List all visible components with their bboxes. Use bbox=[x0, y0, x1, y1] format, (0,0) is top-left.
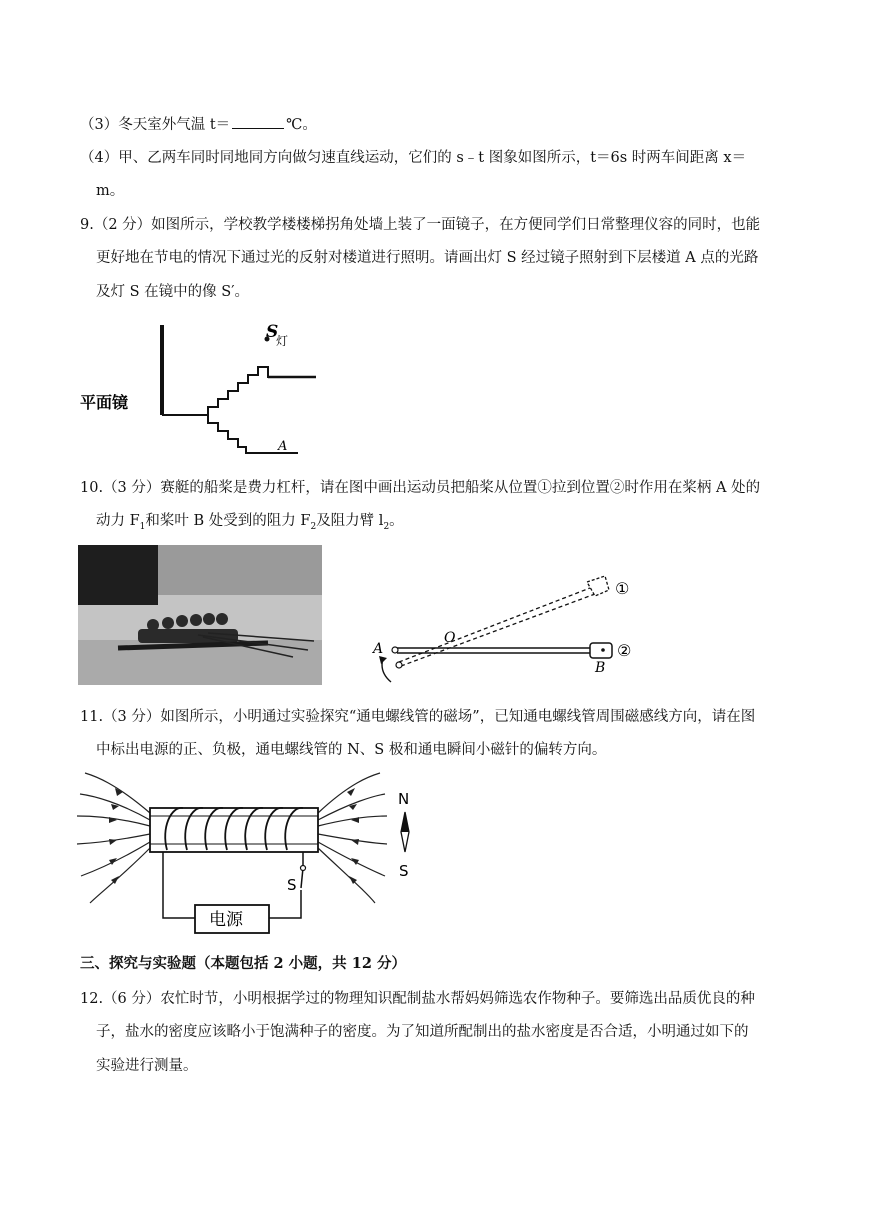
q8-4-line1: （4）甲、乙两车同时同地同方向做匀速直线运动，它们的 s﹣t 图象如图所示，t＝6s 时两车间距离 x＝ bbox=[80, 150, 747, 166]
q12-line3: 实验进行测量。 bbox=[96, 1058, 198, 1074]
q12-line1: 12.（6 分）农忙时节，小明根据学过的物理知识配制盐水帮妈妈筛选农作物种子。要筛选出品质优良的种 bbox=[80, 991, 755, 1007]
q10-line2-d: 。 bbox=[389, 513, 404, 529]
q8-4-line2: m。 bbox=[96, 183, 125, 199]
q10-label-pos2: ② bbox=[617, 641, 632, 660]
q10-sub3: 2 bbox=[383, 521, 390, 532]
q10-sub1: 1 bbox=[139, 521, 146, 532]
q9-mirror-label: 平面镜 bbox=[80, 393, 129, 412]
q10-line2-b: 和桨叶 B 处受到的阻力 F bbox=[145, 513, 311, 529]
q11-line1: 11.（3 分）如图所示，小明通过实验探究“通电螺线管的磁场”，已知通电螺线管周围磁感线方向，请在图 bbox=[80, 709, 756, 725]
q9-line1: 9.（2 分）如图所示，学校教学楼楼梯拐角处墙上装了一面镜子，在方便同学们日常整理仪容的同时，也能 bbox=[80, 217, 761, 233]
q9-figure bbox=[78, 315, 338, 465]
q10-line2-c: 及阻力臂 l bbox=[316, 513, 384, 529]
q10-oar-position1 bbox=[399, 588, 590, 662]
q11-solenoid-core bbox=[150, 808, 318, 852]
q11-solenoid-figure bbox=[75, 768, 425, 943]
q9-line2: 更好地在节电的情况下通过光的反射对楼道进行照明。请画出灯 S 经过镜子照射到下层楼道 A 点的光路 bbox=[96, 250, 759, 266]
section3-heading: 三、探究与实验题（本题包括 2 小题，共 12 分） bbox=[80, 955, 406, 972]
q9-lamp-s: S bbox=[266, 322, 279, 342]
q10-blade-position2 bbox=[590, 643, 612, 658]
q9-line3: 及灯 S 在镜中的像 S′。 bbox=[96, 284, 249, 300]
q10-line1: 10.（3 分）赛艇的船桨是费力杠杆，请在图中画出运动员把船桨从位置①拉到位置②时作用在桨柄 A 处的 bbox=[80, 480, 761, 496]
q10-label-b: B bbox=[595, 660, 606, 676]
q10-sub2: 2 bbox=[310, 521, 317, 532]
q10-oar-diagram bbox=[365, 570, 640, 690]
q11-line2: 中标出电源的正、负极，通电螺线管的 N、S 极和通电瞬间小磁针的偏转方向。 bbox=[96, 742, 607, 758]
q8-3-text-after: ℃。 bbox=[286, 117, 317, 133]
q8-3-answer-blank[interactable] bbox=[232, 114, 284, 129]
q10-label-a: A bbox=[373, 641, 384, 657]
q10-line2 bbox=[96, 511, 404, 537]
q11-power-label: 电源 bbox=[209, 910, 243, 930]
q8-3-line bbox=[80, 114, 317, 135]
q12-line2: 子，盐水的密度应该略小于饱满种子的密度。为了知道所配制出的盐水密度是否合适，小明通过如下的 bbox=[96, 1024, 749, 1040]
q10-label-o: O bbox=[444, 630, 456, 646]
q11-needle-n: N bbox=[398, 790, 410, 808]
q11-switch-label: S bbox=[287, 876, 297, 894]
q9-point-a: A bbox=[278, 439, 288, 454]
q10-blade-position1 bbox=[587, 576, 609, 596]
q8-3-text-before: （3）冬天室外气温 t＝ bbox=[80, 117, 231, 133]
q11-wire-left bbox=[163, 852, 195, 918]
q10-line2-a: 动力 F bbox=[96, 513, 140, 529]
q10-rowing-photo bbox=[78, 545, 322, 685]
q10-label-pos1: ① bbox=[615, 579, 630, 598]
q11-needle-s: S bbox=[399, 862, 409, 880]
q9-lamp-label: 灯 bbox=[276, 334, 289, 348]
